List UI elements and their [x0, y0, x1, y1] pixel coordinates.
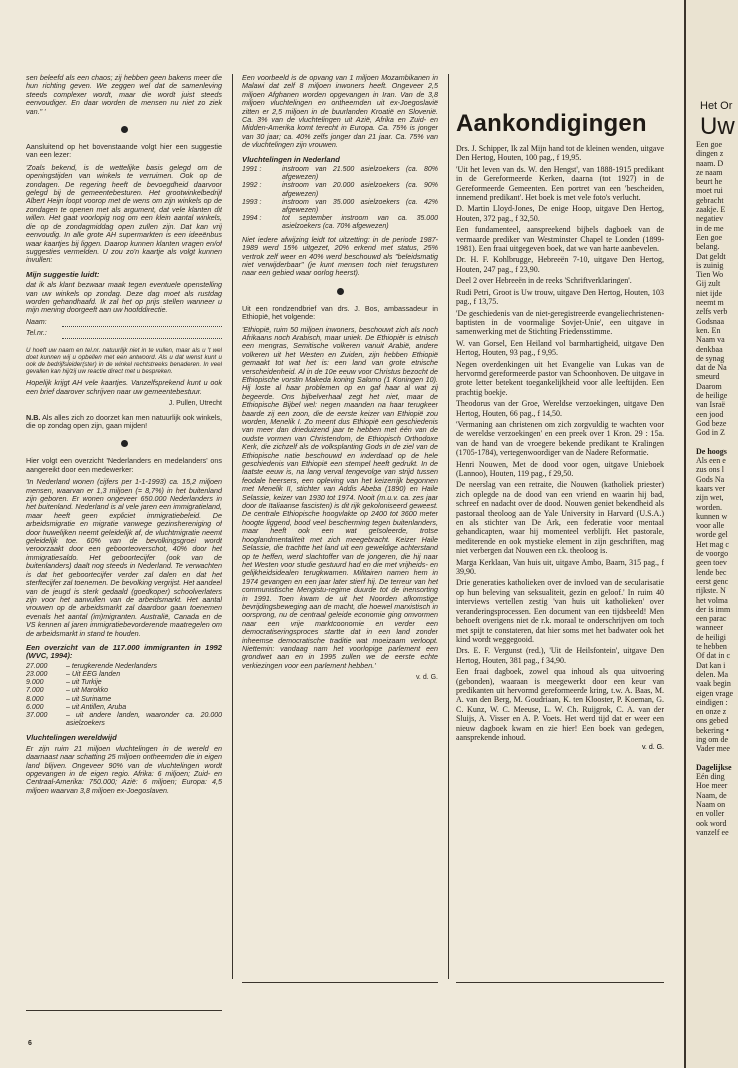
section-bullet-icon: [121, 440, 128, 447]
phone-label: Tel.nr.:: [26, 330, 47, 338]
next-page-line: ook word: [696, 818, 727, 828]
table-key: 1993 :: [242, 198, 262, 206]
table-key: 9.000: [26, 679, 44, 687]
overview-heading: Een overzicht van de 117.000 immigranten in 1992 (WVC, 1994):: [26, 642, 222, 661]
table-key: 1994 :: [242, 215, 262, 223]
table-key: 1991 :: [242, 166, 262, 174]
next-page-line: Eén ding: [696, 772, 725, 782]
table-row: [242, 215, 438, 231]
next-page-line: neemt m: [696, 298, 724, 308]
next-page-line: eerst genc: [696, 576, 729, 586]
next-page-line: bekering •: [696, 725, 729, 735]
announcement-item: Theodorus van der Groe, Wereldse verzoekingen, uitgave Den Hertog, Houten, 66 pag., f 14,50.: [456, 399, 664, 418]
table-row: [242, 182, 438, 198]
nb-label: N.B.: [26, 412, 41, 422]
next-page-body: [696, 140, 738, 837]
table-value: instroom van 20.000 asielzoekers (ca. 90% afgewezen): [282, 182, 438, 198]
name-label: Naam:: [26, 318, 47, 326]
announcements-title: Aankondigingen: [456, 110, 647, 137]
reader-intro: Aansluitend op het bovenstaande volgt hier een suggestie van een lezer:: [26, 142, 222, 160]
table-value: tot september instroom van ca. 35.000 asielzoekers (ca. 70% afgewezen): [282, 215, 438, 231]
next-page-line: belang.: [696, 242, 720, 252]
column-divider: [232, 74, 233, 979]
immigrant-table: [26, 663, 222, 729]
table-value: – Uit EEG landen: [66, 670, 121, 678]
table-key: 6.000: [26, 703, 44, 711]
next-page-line: de heiligi: [696, 632, 726, 642]
next-page-line: vaak begin: [696, 679, 731, 689]
column-1: [26, 74, 222, 1029]
announcement-item: Een fraai dagboek, zowel qua inhoud als qua uitvoering (gebonden), waaraan is meegewerkt door een keur van predikanten uit hervormd gereformeerde kring, t.w. A. Baas, M. A. van den Berg, M. Goudriaan, K. ten Klooster, P. Koeman, G. C. Kunz, W. C. Meeuse, L. W. Ch. Ruijgrok, C. A. van der Sluijs, A. Visser en A. P. Voets. Het werd tijd dat er weer een nieuw dagboek kwam en zie hier! Een boek van gedegen, aansprekende inhoud.: [456, 667, 664, 742]
card-note: U hoeft uw naam en tel.nr. natuurlijk niet in te vullen, maar als u 't wel doet kunnen wij u opbellen met een antwoord. Als u dat wenst kunt u ook de bedrijfsleider(ster) in de winkel rechtstreeks benaderen. In veel gevallen kan hij/zij uw reactie direct met u bespreken.: [26, 346, 222, 376]
next-page-line: kunnen w: [696, 511, 728, 521]
next-page-line: Hoe meer: [696, 781, 728, 791]
next-page-line: Tien Wo: [696, 270, 724, 280]
next-page-line: [696, 438, 738, 447]
announcement-item: Drs. J. Schipper, Ik zal Mijn hand tot de kleinen wenden, uitgave Den Hertog, Houten, 100 pag., f 19,95.: [456, 144, 664, 163]
ethiopia-quote: 'Ethiopië, ruim 50 miljoen inwoners, beschouwt zich als noch Afrikaans noch Arabisch, maar uniek. De Ethiopiër is etnisch een mengras, Semitische volkeren vanuit Arabië, andere volkeren uit het Westen en Zuiden, zijn hebben Ethiopië gemaakt tot wat het is: een land van grote etnische verscheidenheid. Al in de 10e eeuw voor Christus bezocht de Ethiopische vorstin Makeda koning Salomo (1 Koningen 10). Hij loste al haar problemen op en gaf haar al wat zij begeerde. Ons bijbelverhaal zegt het niet, maar de Ethiopische Bijbel wel: negen maanden na haar terugkeer baarde zij een zoon, die de eerste keizer van Ethiopië zou worden, Menelik I. Zo meent dus Ethiopië een geschiedenis van meer dan drieduizend jaar te hebben met één van de oudste vormen van Christendom, de Ethiopisch Orthodoxe Kerk, die zichzelf als de volksplanting Gods in de ziel van de Ethiopische natie beschouwd en inderdaad op de hele geschiedenis van Ethiopië een stempel heeft gedrukt. In de laatste eeuw is, na lang verval tengevolge van strijd tussen feodale heersers, een opleving van het keizerrijk begonnen met Menelik II, stichter van Addis Abeba (1890) en Haile Selassie, keizer van 1930 tot 1974. Nooit (m.u.v. ca. zes jaar door de Italiaanse fascisten) is dit rijk gekoloniseerd geweest. De centrale Ethiopische hoogvlakte op 2400 tot 3600 meter hoogte liggend, bood veel bescherming tegen buitenlanders, maar heeft ook een wat geïsoleerde, trotse hooglandmentaliteit met zich meegebracht. Keizer Haile Selassie, die trachtte het land uit een geweldige achterstand op te heffen, werd slachtoffer van de jongeren, die hij naar het Westen voor studie gestuurd had en die met vrijheids- en gelijkheidsidealen terugkwamen. Militairen namen hem in 1974 gevangen en een jaar later stierf hij. De terreur van het communistische Mengistu-regime duurde tot de inensorting in 1991. Toen kwam de uit het Noorden afkomstige bevrijdingsbeweging aan de macht, die hoewel marxistisch in oorsprong, nu de centraal geleide economie ging omvormen naar een vrije marktcoonomie en verder een democratiseringsproces startte dat in een land zonder inheemse democratische traditie wat moeizaam verloopt. Niettemin: vandaag nam het voorlopige parlement een grondwet aan en in 1995 zullen we de eerste echte verkiezingen voor een parlement hebben.': [242, 324, 438, 670]
next-page-line: beurt he: [696, 177, 722, 187]
next-page-line: Naam, de: [696, 790, 727, 800]
nl-refugees-heading: Vluchtelingen in Nederland: [242, 154, 340, 164]
next-page-line: Een goe: [696, 232, 722, 242]
worldwide-heading: Vluchtelingen wereldwijd: [26, 733, 117, 743]
signature-vdg: v. d. G.: [415, 674, 438, 682]
announcement-item: Negen overdenkingen uit het Evangelie van Lukas van de hervormd gereformeerde pastor van Schoonhoven. De uitgave in grote letter betekent toegankelijkheid voor alle leeftijden. Een prachtig boekje.: [456, 359, 664, 397]
page-number: 6: [28, 1040, 32, 1047]
next-page-line: de synag: [696, 353, 725, 363]
announcement-item: 'De geschiedenis van de niet-geregistreerde evangeliechristenen-baptisten in de voormalige Sovjet-Unie', een uitgave in samenwerking met de Stichting Friedensstimme.: [456, 308, 664, 337]
table-key: 23.000: [26, 670, 48, 678]
next-page-line: rijkste. N: [696, 586, 726, 596]
table-key: 27.000: [26, 662, 48, 670]
next-page-line: en voller: [696, 809, 725, 819]
overview-intro: Hier volgt een overzicht 'Nederlanders en medelanders' ons aangereikt door een medewerker:: [26, 456, 222, 474]
ethiopia-intro: Uit een rondzendbrief van drs. J. Bos, ambassadeur in Ethiopië, het volgende:: [242, 303, 438, 322]
table-value: instroom van 35.000 asielzoekers (ca. 42% afgewezen): [282, 198, 438, 215]
next-page-line: ze naam: [696, 167, 723, 177]
announcement-item: Rudi Petri, Groot is Uw trouw, uitgave Den Hertog, Houten, 103 pag., f 13,75.: [456, 287, 664, 307]
next-page-line: God in Z: [696, 428, 725, 438]
next-page-line: ons gebed: [696, 716, 729, 726]
column-divider: [448, 74, 449, 979]
next-page-line: dat de Na: [696, 363, 727, 373]
table-row: [26, 712, 222, 728]
suggestion-text: dat ik als klant bezwaar maak tegen eventuele openstelling van uw winkels op zondag. Deze dag moet als rustdag worden gehandhaafd. Ik zal het op prijs stellen wanneer u mijn mening doorgeeft aan uw hoofddirectie.: [26, 280, 222, 315]
table-value: – terugkerende Nederlanders: [66, 662, 158, 670]
next-page-line: wanneer: [696, 623, 724, 633]
table-value: – uit Marokko: [66, 687, 109, 695]
section-bullet-icon: [337, 288, 344, 295]
next-page-line: is zuinig: [696, 260, 724, 270]
table-row: [26, 687, 222, 695]
announcement-item: Een fundamenteel, aanspreekend bijbels dagboek van de vermaarde prediker van Westminster Chapel te Londen (1899-1981). Een fraai uitgegeven boek, dat we van harte aanbevelen.: [456, 225, 664, 254]
table-value: instroom van 21.500 asielzoekers (ca. 80% afgewezen): [282, 166, 438, 182]
next-page-line: de heilige: [696, 391, 728, 401]
next-page-line: Gods Na: [696, 474, 725, 484]
announcements-list: [456, 144, 664, 742]
next-page-line: niet ijde: [696, 288, 722, 298]
worldwide-text: Er zijn ruim 21 miljoen vluchtelingen in de wereld en daarnaast naar schatting 25 miljoen ontheemden die in eigen land blijven. Ongeveer 90% van de vluchtelingen wordt opgevangen in de eigen regio. Afrika: 6 miljoen; Zuid- en Centraal-Amerika: 750.000; Azië: 6 miljoen; Europa: 4,5 miljoen waarvan 3,8 miljoen ex-Joegoslaven.: [26, 743, 222, 795]
next-page-line: zus ons l: [696, 465, 724, 475]
immigration-quote: 'In Nederland wonen (cijfers per 1-1-1993) ca. 15,2 miljoen mensen, waarvan er 1,3 miljoen (= 8,7%) in het buitenland zijn geboren. Er wonen ongeveer 650.000 Nederlanders in het buitenland. Nederland is al vele jaren een immigratieland, maar heeft geen expliciet immigratiebeleid. De arbeidsmigratie en migratie vanwege gezinshereniging of door huwelijken neemt geleidelijk af, de vluchtmigratie neemt geleidelijk toe. 60% van de bevolkingsgroei wordt veroorzaakt door een geboorteoverschot, 40% door het immigratiesaldo. Het geboortecijfer (ook van de buitenlanders) daalt nog steeds in Nederland. Te verwachten is dat het geboortecijfer verder zal dalen en dat het sterftecijfer zal toenemen. De bevolking vergrijst. Het aandeel van de jeugd is sterk gedaald (goedkoper) schoolverlaters zijn voor het aanvullen van de arbeidsmarkt. Het aantal vrouwen op de arbeidsmarkt zal daardoor gaan toenemen evenals het aantal (im)migranten. Australië, Canada en de VS kennen al jaren immigratiebevorderende maatregelen om de arbeidsmarkt in stand te houden.: [26, 477, 222, 638]
phone-line: [62, 331, 222, 339]
next-page-line: een parac: [696, 614, 727, 624]
next-page-line: Daarom: [696, 381, 722, 391]
footer-rule: [242, 982, 438, 983]
nb-paragraph: [26, 414, 222, 431]
next-page-line: Naam va: [696, 335, 725, 345]
card-form: [26, 319, 222, 339]
announcement-item: W. van Gorsel, Een Heiland vol barmhartigheid, uitgave Den Hertog, Houten, 93 pag., f 9,95.: [456, 338, 664, 358]
next-page-line: naam. D: [696, 158, 724, 168]
next-page-header: Het Or: [700, 100, 733, 112]
next-page-line: dingen z: [696, 149, 724, 159]
next-page-line: God beze: [696, 418, 727, 428]
next-page-line: worde gel: [696, 530, 728, 540]
announcement-item: Marga Kerklaan, Van huis uit, uitgave Ambo, Baarn, 315 pag., f 39,90.: [456, 557, 664, 577]
section-bullet-icon: [121, 126, 128, 133]
table-row: [26, 671, 222, 679]
announcement-item: 'Vermaning aan christenen om zich zorgvuldig te wachten voor de wereldse verzoekingen' en een preek over 1 Kron. 29 : 15a. van de hand van de vroegere bekende predikant te Kralingen (1705-1784), vertegenwoordiger van de Nadere Reformatie.: [456, 419, 664, 458]
next-page-line: Het mag c: [696, 539, 729, 549]
next-page-line: Dagelijkse: [696, 762, 732, 772]
signature-pullen: J. Pullen, Utrecht: [168, 400, 222, 408]
next-page-line: vanzelf ee: [696, 827, 729, 837]
table-key: 7.000: [26, 687, 44, 695]
footer-rule: [456, 982, 664, 983]
table-value: – uit Turkije: [66, 679, 102, 687]
next-page-line: Naam on: [696, 800, 726, 810]
next-page-line: het volma: [696, 595, 728, 605]
next-page-line: der is imm: [696, 604, 731, 614]
next-page-line: Godsnaa: [696, 316, 724, 326]
next-page-line: en onze z: [696, 707, 727, 717]
hope-text: Hopelijk krijgt AH vele kaartjes. Vanzelfsprekend kunt u ook een brief daarover schrijven naar uw gemeentebestuur.: [26, 378, 222, 396]
table-row: [26, 679, 222, 687]
announcement-item: Henri Nouwen, Met de dood voor ogen, uitgave Unieboek (Lannoo), Houten, 119 pag., f 29,50.: [456, 459, 664, 478]
announcement-item: 'Uit het leven van ds. W. den Hengst', van 1888-1915 predikant in de Gereformeerde Kerken, daarna (tot 1927) in de Gereformeerde Gemeenten. Een portret van een 'bescheiden, innemend predikant'. Het boek is met vele foto's verlucht.: [456, 164, 664, 203]
table-row: [26, 696, 222, 704]
refugee-facts: Een voorbeeld is de opvang van 1 miljoen Mozambikanen in Malawi dat zelf 8 miljoen inwoners heeft. Ongeveer 2,5 miljoen Afghanen worden opgevangen in Iran. Van de 3,8 miljoen vluchtelingen en ontheemden uit ex-Joegoslavië zitten er 2,5 miljoen in de buurlanden Kroatië en Slovenië. Ca. 3% van de vluchtelingen uit Azië, Afrika en Zuid- en Midden-Amerika komt terecht in Europa. Ca. 75% is jonger van 30 jaar; ca. 40% zelfs jonger dan 21 jaar. Ca. 75% van de vluchtelingen zijn vrouwen.: [242, 74, 438, 150]
table-row: [242, 199, 438, 215]
next-page-line: geen toev: [696, 558, 727, 568]
next-page-line: zijn wet,: [696, 493, 724, 503]
announcement-item: Dr. H. F. Kohlbrugge, Hebreeën 7-10, uitgave Den Hertog, Houten, 247 pag., f 23,90.: [456, 255, 664, 274]
announcement-item: Drs. E. F. Vergunst (red.), 'Uit de Heilsfontein', uitgave Den Hertog, Houten, 381 pag., f 34,90.: [456, 646, 664, 665]
nb-text: Als alles zich zo doorzet kan men natuurlijk ook winkels, die op zondag open zijn, gaan mijden!: [26, 412, 222, 430]
nl-refugee-table: [242, 166, 438, 232]
next-page-line: Dat kan i: [696, 660, 726, 670]
next-page-line: ing om de: [696, 735, 728, 744]
table-value: – uit Antillen, Aruba: [66, 703, 127, 711]
reader-quote: 'Zoals bekend, is de wettelijke basis gelegd om de openingstijden van winkels te verruimen. Ook op de zondagen. De regering heeft de bevoegdheid daarvoor gelegd bij de gemeentebesturen. Het grootwinkelbedrijf Albert Heijn loopt voorop met de wens om zijn winkels op de zondagen te openen met als argument, dat vele klanten dit willen. Het gaat voorlopig nog om een klein aantal winkels, die op de zondagmiddag open zullen zijn. Dat kan vrij eenvoudig. In alle grote AH supermarkten is een ideeënbus waar kaartjes bij liggen. Daarop kunnen klanten vragen en/of suggesties vermelden. U zou zo'n kaartje als volgt kunnen invullen:: [26, 162, 222, 265]
table-value: – uit Suriname: [66, 695, 112, 703]
table-row: [26, 663, 222, 671]
next-page-line: Of dat in c: [696, 651, 730, 661]
next-page-line: ken. En: [696, 325, 721, 335]
table-key: 37.000: [26, 711, 48, 719]
next-page-line: lende bec: [696, 567, 727, 577]
next-page-title: Uw: [700, 113, 735, 140]
footer-rule: [26, 1010, 222, 1011]
table-key: 1992 :: [242, 182, 262, 190]
column-3-announcements: [456, 110, 664, 980]
column-2: [242, 74, 438, 974]
table-row: [26, 704, 222, 712]
magazine-page-right: [684, 0, 738, 1068]
table-row: [242, 166, 438, 182]
next-page-line: De hoogs: [696, 446, 727, 456]
announcement-item: D. Martin Lloyd-Jones, De enige Hoop, uitgave Den Hertog, Houten, 372 pag., f 32,50.: [456, 204, 664, 223]
next-page-line: denkbaa: [696, 344, 723, 354]
next-page-line: kaars ver: [696, 483, 726, 493]
next-page-line: negatiev: [696, 214, 724, 224]
next-page-line: delen. Ma: [696, 669, 728, 679]
next-page-line: moet rui: [696, 186, 723, 196]
next-page-line: van Israë: [696, 400, 726, 410]
suggestion-heading: Mijn suggestie luidt:: [26, 269, 100, 279]
next-page-line: een jood: [696, 409, 724, 419]
table-key: 8.000: [26, 695, 44, 703]
next-page-line: Een goe: [696, 140, 722, 149]
next-page-line: Als een e: [696, 456, 726, 466]
rejection-text: Niet iedere afwijzing leidt tot uitzetting: in de periode 1987-1989 werd 15% uitgezet, 20% erkend met status, 25% vertrok zelf weer en 40% werd beschouwd als "beleidsmatig niet verwijderbaar" (je kunt mensen toch niet terugsturen naar een gebied waar oorlog heerst).: [242, 234, 438, 278]
next-page-line: Dat geldt: [696, 251, 726, 261]
next-page-line: Vader mee: [696, 744, 730, 754]
table-value: – uit andere landen, waaronder ca. 20.000 asielzoekers: [66, 711, 222, 728]
announcement-item: Drie generaties katholieken over de invloed van de secularisatie op hun beleving van seksualiteit, gezin en geloof.' In ruim 40 interviews vertellen zestig 'van huis uit katholieken' over veranderingsprocessen. Een document van een tijdsbeeld! Men behoeft overigens niet de r.k. moraal te onderschrijven om toch met spijt te constateren, dat hier soms met het badwater ook het kind wordt weggegooid.: [456, 578, 664, 644]
next-page-line: de voorgo: [696, 549, 729, 559]
announcement-item: De neerslag van een retraite, die Nouwen (katholiek priester) zich oplegde na de dood van een vriend en waarin hij bad, schreef en nadacht over de dood. Nouwen geniet bekendheid als pastoraal theoloog aan de Yale University in Harvard (U.S.A.) en als stichter van De Ark, een federatie voor mentaal gehandicapten, waar hij momenteel verblijft. Het pastorale, mediterende en ook mystieke element in zijn geschriften, mag niet verbergen dat Nouwen een r.k. theoloog is.: [456, 480, 664, 556]
next-page-line: in de me: [696, 223, 724, 233]
name-line: [62, 319, 222, 327]
signature-vdg-2: v. d. G.: [641, 744, 664, 752]
next-page-line: eindigen :: [696, 697, 728, 707]
next-page-line: zelfs verb: [696, 307, 728, 317]
next-page-line: te hebben: [696, 642, 727, 652]
next-page-line: voor alle: [696, 521, 725, 531]
next-page-line: Gij zult: [696, 279, 721, 289]
next-page-line: gebracht: [696, 195, 724, 205]
next-page-line: worden.: [696, 502, 722, 512]
next-page-line: zaakje. E: [696, 205, 726, 215]
announcement-item: Deel 2 over Hebreeën in de reeks 'Schriftverklaringen'.: [456, 276, 632, 286]
next-page-line: [696, 754, 738, 763]
next-page-line: eigen vrage: [696, 688, 734, 698]
next-page-line: smeurd: [696, 372, 720, 382]
intro-paragraph: sen beleefd als een chaos; zij hebben geen bakens meer die hun richting geven. We zeggen wel dat de samenleving steeds complexer wordt, maar die wordt juist steeds eenvoudiger. En daar worden de mensen nu niet zo ziek van." ': [26, 74, 222, 116]
